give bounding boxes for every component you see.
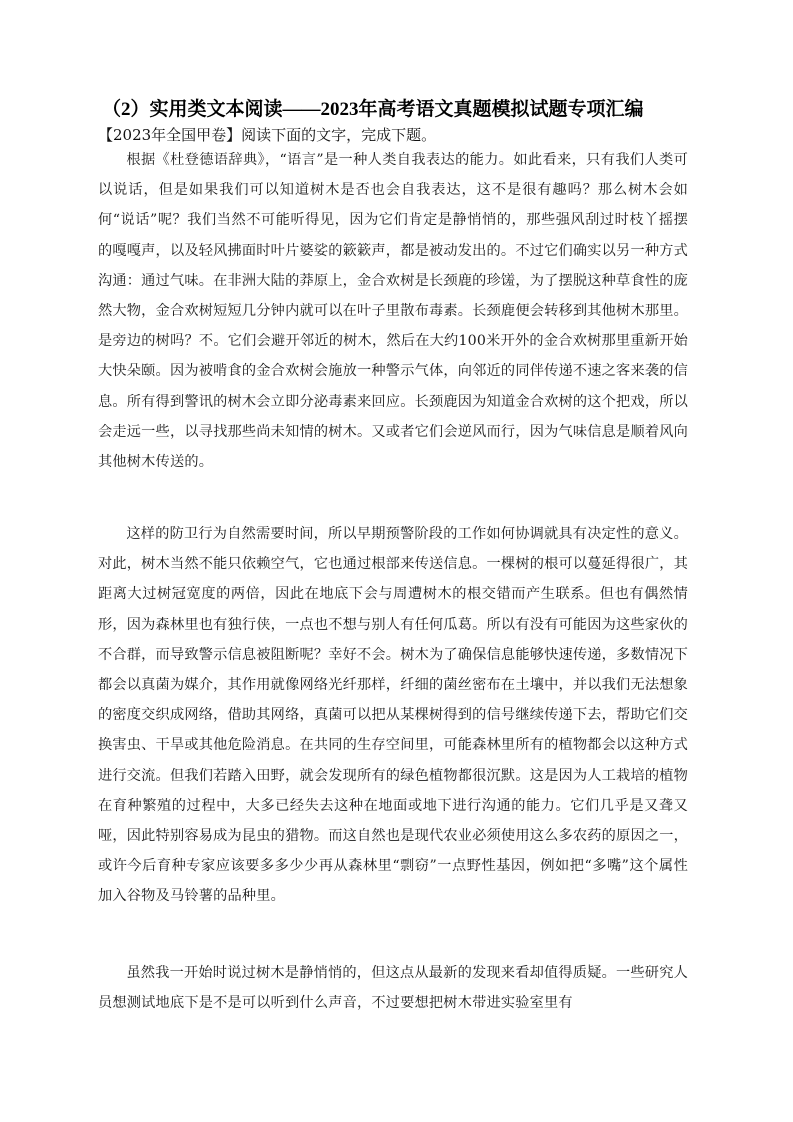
article-paragraph-2: 这样的防卫行为自然需要时间，所以早期预警阶段的工作如何协调就具有决定性的意义。对此，树木当然不能只依赖空气，它也通过根部来传送信息。一棵树的根可以蔓延得很广，其距离大过树冠宽度的两倍，因此在地底下会与周遭树木的根交错而产生联系。但也有偶然情形，因为森林里也有独行侠，一点也不想与别人有任何瓜葛。所以有没有可能因为这些家伙的不合群，而导致警示信息被阻断呢？幸好不会。树木为了确保信息能够快速传递，多数情况下都会以真菌为媒介，其作用就像网络光纤那样，纤细的菌丝密布在土壤中，并以我们无法想象的密度交织成网络，借助其网络，真菌可以把从某棵树得到的信号继续传递下去，帮助它们交换害虫、干旱或其他危险消息。在共同的生存空间里，可能森林里所有的植物都会以这种方式进行交流。但我们若踏入田野，就会发现所有的绿色植物都很沉默。这是因为人工栽培的植物在育种繁殖的过程中，大多已经失去这种在地面或地下进行沟通的能力。它们几乎是又聋又哑，因此特别容易成为昆虫的猎物。而这自然也是现代农业必须使用这么多农药的原因之一，或许今后育种专家应该要多多少少再从森林里“剽窃”一点野性基因，例如把“多嘴”这个属性加入谷物及马铃薯的品种里。: [98, 526, 688, 905]
page-title: （2）实用类文本阅读——2023年高考语文真题模拟试题专项汇编: [102, 99, 644, 120]
article-paragraph-3: 虽然我一开始时说过树木是静悄悄的，但这点从最新的发现来看却值得质疑。一些研究人员想测试地底下是不是可以听到什么声音，不过要想把树木带进实验室里有: [98, 965, 688, 1012]
question-intro: 【2023年全国甲卷】阅读下面的文字，完成下题。: [98, 126, 437, 144]
article-paragraph-1: 根据《杜登德语辞典》，“语言”是一种人类自我表达的能力。如此看来，只有我们人类可以说话，但是如果我们可以知道树木是否也会自我表达，这不是很有趣吗？那么树木会如何“说话”呢？我们当然不可能听得见，因为它们肯定是静悄悄的，那些强风刮过时枝丫摇摆的嘎嘎声，以及轻风拂面时叶片婆娑的簌簌声，都是被动发出的。不过它们确实以另一种方式沟通：通过气味。在非洲大陆的莽原上，金合欢树是长颈鹿的珍馐，为了摆脱这种草食性的庞然大物，金合欢树短短几分钟内就可以在叶子里散布毒素。长颈鹿便会转移到其他树木那里。是旁边的树吗？不。它们会避开邻近的树木，然后在大约100米开外的金合欢树那里重新开始大快朵颐。因为被啃食的金合欢树会施放一种警示气体，向邻近的同伴传递不速之客来袭的信息。所有得到警讯的树木会立即分泌毒素来回应。长颈鹿因为知道金合欢树的这个把戏，所以会走远一些，以寻找那些尚未知情的树木。又或者它们会逆风而行，因为气味信息是顺着风向其他树木传送的。: [98, 152, 688, 471]
